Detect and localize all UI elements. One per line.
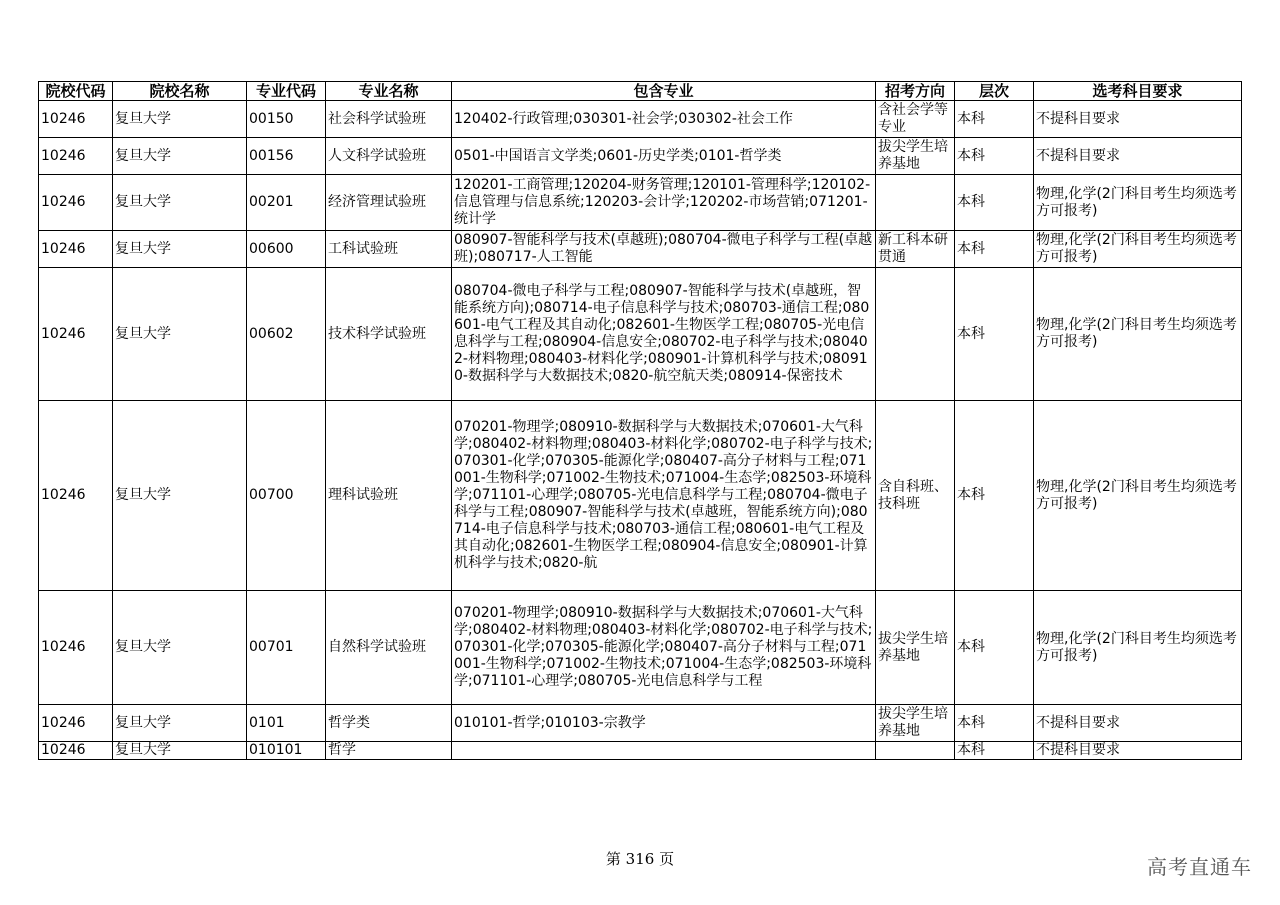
direction-cell [876,401,955,591]
table-row [39,742,1242,760]
major-name-cell: 人文科学试验班 [326,138,452,175]
major-name-cell: 自然科学试验班 [326,591,452,705]
requirement-text: 物理,化学(2门科目考生均须选考方可报考) [1036,630,1237,664]
school-name-cell: 复旦大学 [113,231,247,268]
table-row [39,705,1242,742]
requirement-cell: 不提科目要求 [1034,138,1242,175]
header-major-code: 专业代码 [247,82,326,101]
requirement-cell [1034,591,1242,705]
included-majors-cell: 010101-哲学;010103-宗教学 [452,705,876,742]
school-code-cell: 10246 [39,401,113,591]
level-cell: 本科 [955,175,1034,231]
school-name-cell: 复旦大学 [113,268,247,401]
school-name-cell: 复旦大学 [113,101,247,138]
included-majors-cell [452,268,876,401]
major-code-cell: 00201 [247,175,326,231]
requirement-cell: 不提科目要求 [1034,705,1242,742]
header-level: 层次 [955,82,1034,101]
major-code-cell: 00600 [247,231,326,268]
major-name-cell: 经济管理试验班 [326,175,452,231]
included-majors-text: 080704-微电子科学与工程;080907-智能科学与技术(卓越班，智能系统方向);080714-电子信息科学与技术;080703-通信工程;080601-电气工程及其自动化;082601-生物医学工程;080705-光电信息科学与工程;080904-信息安全;080702-电子科学与技术;080402-材料物理;080403-材料化学;080901-计算机科学与技术;080910-数据科学与大数据技术;0820-航空航天类;080914-保密技术 [454,283,870,384]
school-code-cell: 10246 [39,138,113,175]
major-name-cell: 哲学类 [326,705,452,742]
included-majors-cell [452,401,876,591]
school-name-cell: 复旦大学 [113,401,247,591]
school-code-cell: 10246 [39,268,113,401]
school-code-cell: 10246 [39,705,113,742]
requirement-cell [1034,231,1242,268]
direction-text: 新工科本研贯通 [878,232,948,265]
requirement-cell [1034,268,1242,401]
major-name-cell: 哲学 [326,742,452,760]
header-major-name: 专业名称 [326,82,452,101]
table-row [39,268,1242,401]
table-row [39,175,1242,231]
major-code-cell: 00156 [247,138,326,175]
direction-cell [876,591,955,705]
direction-text: 拔尖学生培养基地 [878,706,948,739]
requirement-text: 物理,化学(2门科目考生均须选考方可报考) [1036,317,1237,350]
watermark-logo: 高考直通车 [1147,855,1252,879]
included-majors-cell: 120402-行政管理;030301-社会学;030302-社会工作 [452,101,876,138]
school-name-cell: 复旦大学 [113,175,247,231]
included-majors-cell [452,175,876,231]
major-name-cell: 工科试验班 [326,231,452,268]
direction-text: 含社会学等专业 [878,102,948,135]
header-included-majors: 包含专业 [452,82,876,101]
direction-cell [876,742,955,760]
requirement-cell: 不提科目要求 [1034,742,1242,760]
major-code-cell: 00701 [247,591,326,705]
major-code-cell: 0101 [247,705,326,742]
included-majors-cell [452,231,876,268]
direction-cell [876,175,955,231]
table-row [39,231,1242,268]
included-majors-text: 070201-物理学;080910-数据科学与大数据技术;070601-大气科学;080402-材料物理;080403-材料化学;080702-电子科学与技术;070301-化学;070305-能源化学;080407-高分子材料与工程;071001-生物科学;071002-生物技术;071004-生态学;082503-环境科学;071101-心理学;080705-光电信息科学与工程 [454,605,873,689]
included-majors-cell [452,742,876,760]
school-code-cell: 10246 [39,175,113,231]
requirement-text: 物理,化学(2门科目考生均须选考方可报考) [1036,232,1237,265]
major-code-cell: 010101 [247,742,326,760]
header-requirement: 选考科目要求 [1034,82,1242,101]
level-cell: 本科 [955,101,1034,138]
major-name-cell: 技术科学试验班 [326,268,452,401]
header-direction: 招考方向 [876,82,955,101]
school-name-cell: 复旦大学 [113,705,247,742]
level-cell: 本科 [955,705,1034,742]
level-cell: 本科 [955,742,1034,760]
header-school-name: 院校名称 [113,82,247,101]
included-majors-cell [452,591,876,705]
level-cell: 本科 [955,268,1034,401]
requirement-text: 物理,化学(2门科目考生均须选考方可报考) [1036,185,1237,219]
school-code-cell: 10246 [39,742,113,760]
direction-cell [876,705,955,742]
direction-cell [876,138,955,175]
major-code-cell: 00150 [247,101,326,138]
included-majors-text: 120201-工商管理;120204-财务管理;120101-管理科学;120102-信息管理与信息系统;120203-会计学;120202-市场营销;071201-统计学 [454,177,871,227]
page-number: 第 316 页 [605,850,675,868]
table-row [39,138,1242,175]
direction-cell [876,268,955,401]
requirement-text: 物理,化学(2门科目考生均须选考方可报考) [1036,478,1237,512]
school-name-cell: 复旦大学 [113,138,247,175]
admission-table [38,81,1242,760]
included-majors-text: 070201-物理学;080910-数据科学与大数据技术;070601-大气科学;080402-材料物理;080403-材料化学;080702-电子科学与技术;070301-化学;070305-能源化学;080407-高分子材料与工程;071001-生物科学;071002-生物技术;071004-生态学;082503-环境科学;071101-心理学;080705-光电信息科学与工程;080704-微电子科学与工程;080907-智能科学与技术(卓越班，智能系统方向);080714-电子信息科学与技术;080703-通信工程;080601-电气工程及其自动化;082601-生物医学工程;080904-信息安全;080901-计算机科学与技术;0820-航 [454,419,873,571]
direction-text: 拔尖学生培养基地 [878,139,948,172]
major-code-cell: 00700 [247,401,326,591]
requirement-cell: 不提科目要求 [1034,101,1242,138]
included-majors-cell: 0501-中国语言文学类;0601-历史学类;0101-哲学类 [452,138,876,175]
direction-text: 拔尖学生培养基地 [878,630,948,664]
major-name-cell: 理科试验班 [326,401,452,591]
table-row [39,101,1242,138]
level-cell: 本科 [955,591,1034,705]
level-cell: 本科 [955,401,1034,591]
direction-cell [876,231,955,268]
direction-text: 含自科班、技科班 [878,478,948,512]
school-code-cell: 10246 [39,231,113,268]
table-row [39,591,1242,705]
school-name-cell: 复旦大学 [113,742,247,760]
requirement-cell [1034,401,1242,591]
level-cell: 本科 [955,231,1034,268]
major-name-cell: 社会科学试验班 [326,101,452,138]
level-cell: 本科 [955,138,1034,175]
major-code-cell: 00602 [247,268,326,401]
school-code-cell: 10246 [39,591,113,705]
direction-cell [876,101,955,138]
requirement-cell [1034,175,1242,231]
included-majors-text: 080907-智能科学与技术(卓越班);080704-微电子科学与工程(卓越班);080717-人工智能 [454,232,873,265]
header-school-code: 院校代码 [39,82,113,101]
school-name-cell: 复旦大学 [113,591,247,705]
school-code-cell: 10246 [39,101,113,138]
table-row [39,401,1242,591]
table-header-row [39,82,1242,101]
